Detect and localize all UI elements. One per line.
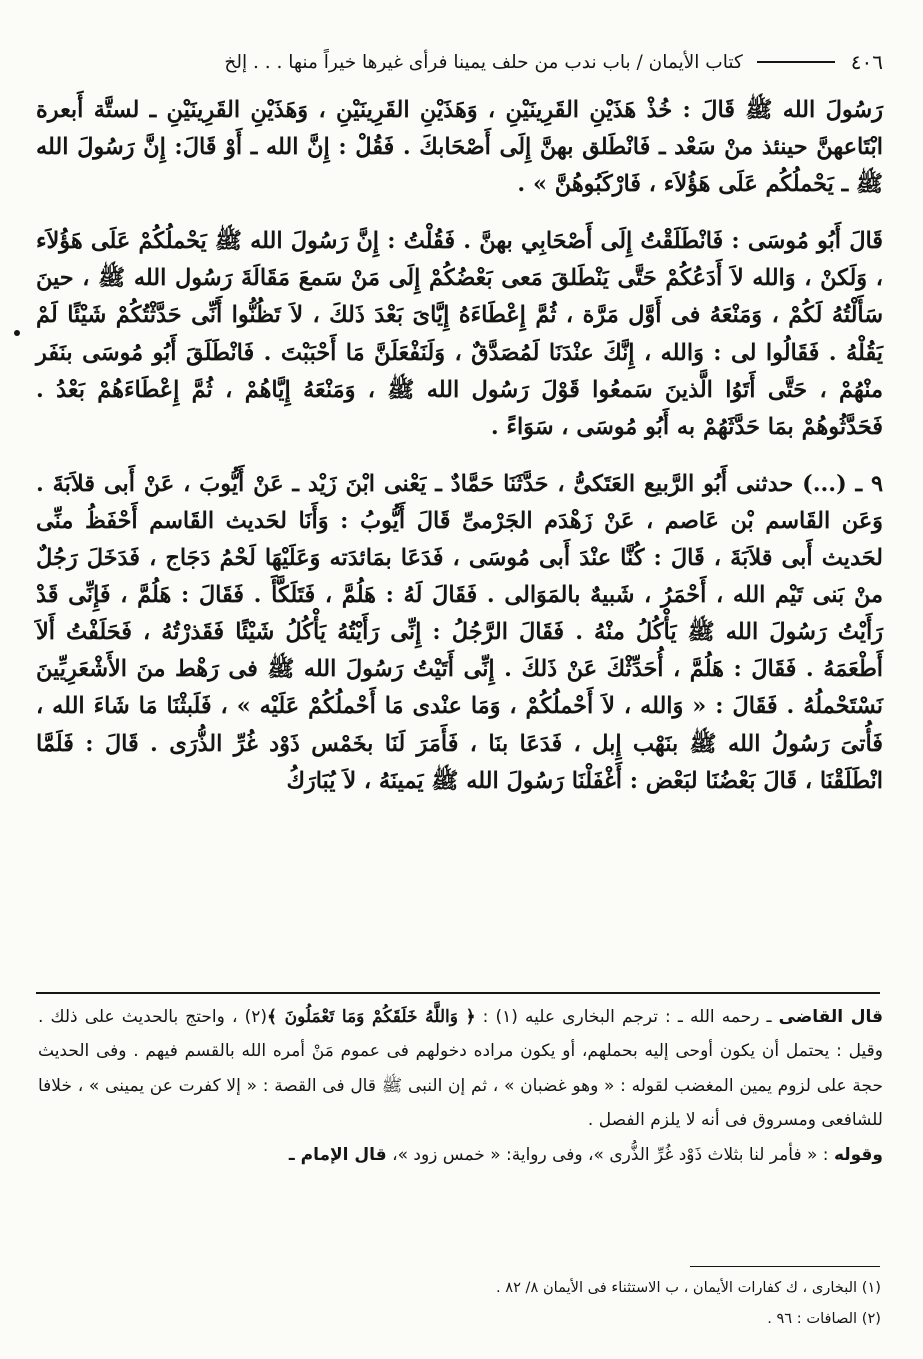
hadith-text bbox=[36, 92, 883, 800]
hadith-paragraph-1: رَسُولَ الله ﷺ قَالَ : خُذْ هَذَيْنِ القَرِينَيْنِ ، وَهَذَيْنِ القَرِينَيْنِ ، وَهَذَيْنِ القَرِينَيْنِ ـ لستَّة أَبعرة ابْتَاعهنَّ حينئذ منْ سَعْد ـ فَانْطَلق بهنَّ إِلَى أَصْحَابكَ . فَقُلْ : إِنَّ الله ـ أَوْ قَالَ: إِنَّ رَسُولَ الله ﷺ ـ يَحْملُكُم عَلَى هَؤُلاَء ، فَارْكَبُوهُنَّ » . bbox=[36, 97, 883, 198]
commentary-tail: قال الإمام ـ bbox=[288, 1144, 387, 1165]
quran-verse: ﴿ وَاللَّهُ خَلَقَكُمْ وَمَا تَعْمَلُونَ ﴾ bbox=[267, 1007, 476, 1027]
commentary-text: (٢) ، واحتج بالحديث على ذلك . وقيل : يحتمل أن يكون أوحى إليه بحملهم، أو يكون مراده دخولهم فى عموم مَنْ أمره الله بالقسم فيهم . وفى الحديث حجة على لزوم يمين المغضب لقوله : « وهو غضبان » ، ثم إن النبى ﷺ قال فى القصة : « إلا كفرت عن يمينى » ، خلافا للشافعى ومسروق فى أنه لا يلزم الفصل . bbox=[38, 1007, 883, 1131]
section-divider bbox=[36, 992, 880, 994]
commentary-section bbox=[38, 1000, 883, 1172]
hadith-paragraph-2: قَالَ أَبُو مُوسَى : فَانْطَلَقْتُ إِلَى أَصْحَابِي بهنَّ . فَقُلْتُ : إِنَّ رَسُولَ الله ﷺ يَحْملُكُمْ عَلَى هَؤُلاَء ، وَلَكنْ ، وَالله لاَ أَدَعُكُمْ حَتَّى يَنْطَلقَ مَعى بَعْضُكُمْ إِلَى مَنْ سَمعَ مَقَالَةَ رَسُول الله ﷺ ، حينَ سَأَلْتُهُ لَكُمْ ، وَمَنْعَهُ فى أَوَّل مَرَّة ، ثُمَّ إِعْطَاءَهُ إِيَّاىَ بَعْدَ ذَلكَ ، لاَ تَظُنُّوا أَنِّى حَدَّثْتُكُمْ شَيْئًا لَمْ يَقُلْهُ . فَقَالُوا لى : وَالله ، إِنَّكَ عنْدَنَا لَمُصَدَّقٌ ، وَلَنَفْعَلَنَّ مَا أَحْبَبْتَ . فَانْطَلَقَ أَبُو مُوسَى بنَفَر منْهُمْ ، حَتَّى أَتَوُا الَّذينَ سَمعُوا قَوْلَ رَسُول الله ﷺ ، وَمَنْعَهُ إِيَّاهُمْ ، ثُمَّ إِعْطَاءَهُمْ بَعْدُ . فَحَدَّثُوهُمْ بمَا حَدَّثَهُمْ به أَبُو مُوسَى ، سَوَاءً . bbox=[36, 228, 883, 440]
page-number: ٤٠٦ bbox=[850, 50, 883, 74]
commentary-lead: وقوله bbox=[833, 1144, 883, 1165]
commentary-text: : « فأمر لنا بثلاث ذَوْد غُرِّ الذُّرى »، وفى رواية: « خمس زود »، bbox=[386, 1144, 834, 1165]
running-title: كتاب الأيمان / باب ندب من حلف يمينا فرأى غيرها خيراً منها . . . إلخ bbox=[224, 51, 743, 73]
footnote-1: (١) البخارى ، ك كفارات الأيمان ، ب الاستثناء فى الأيمان ٨/ ٨٢ . bbox=[495, 1279, 881, 1296]
commentary-paragraph-1 bbox=[38, 1000, 883, 1138]
header-dash bbox=[757, 61, 835, 63]
footnote-divider bbox=[690, 1266, 880, 1267]
commentary-lead: قال القاضى bbox=[778, 1007, 884, 1027]
footnotes bbox=[38, 1272, 881, 1334]
footnote-2: (٢) الصافات : ٩٦ . bbox=[767, 1310, 881, 1327]
paragraph-gap bbox=[36, 203, 883, 223]
paragraph-gap bbox=[36, 446, 883, 466]
commentary-text: ـ رحمه الله ـ : ترجم البخارى عليه (١) : bbox=[475, 1007, 779, 1027]
page-header bbox=[38, 42, 883, 82]
commentary-paragraph-2 bbox=[38, 1138, 883, 1172]
margin-mark bbox=[14, 330, 20, 336]
hadith-paragraph-3: ٩ ـ (...) حدثنى أَبُو الرَّبيع العَتَكىُّ ، حَدَّثَنَا حَمَّادٌ ـ يَعْنى ابْنَ زَيْد ـ عَنْ أَيُّوبَ ، عَنْ أَبى قلاَبَةَ . وَعَن القَاسم بْن عَاصم ، عَنْ زَهْدَم الجَرْمىِّ قَالَ أَيُّوبُ : وَأَنَا لحَديث القَاسم أَحْفَظُ منِّى لحَديث أَبى قلاَبَةَ ، قَالَ : كُنَّا عنْدَ أَبى مُوسَى ، فَدَعَا بمَائدَته وَعَلَيْهَا لَحْمُ دَجَاج ، فَدَخَلَ رَجُلٌ منْ بَنى تَيْم الله ، أَحْمَرُ ، شَبيهٌ بالمَوَالى . فَقَالَ لَهُ : هَلُمَّ ، فَتَلَكَّأَ . فَقَالَ : هَلُمَّ ، فَإِنِّى قَدْ رَأَيْتُ رَسُولَ الله ﷺ يَأْكُلُ منْهُ . فَقَالَ الرَّجُلُ : إِنِّى رَأَيْتُهُ يَأْكُلُ شَيْئًا فَقَذرْتُهُ ، فَحَلَفْتُ أَلاَ أَطْعَمَهُ . فَقَالَ : هَلُمَّ ، أُحَدِّثْكَ عَنْ ذَلكَ . إِنِّى أَتَيْتُ رَسُولَ الله ﷺ فى رَهْط منَ الأَشْعَرِيِّينَ نَسْتَحْملُهُ . فَقَالَ : « وَالله ، لاَ أَحْملُكُمْ ، وَمَا عنْدى مَا أَحْملُكُمْ عَلَيْه » ، فَلَبثْنَا مَا شَاءَ الله ، فَأُتىَ رَسُولُ الله ﷺ بنَهْب إِبل ، فَدَعَا بنَا ، فَأَمَرَ لَنَا بخَمْس ذَوْد غُرِّ الذُّرَى . قَالَ : فَلَمَّا انْطَلَقْنَا ، قَالَ بَعْضُنَا لبَعْض : أَغْفَلْنَا رَسُولَ الله ﷺ يَمينَهُ ، لاَ يُبَارَكُ bbox=[36, 470, 883, 794]
